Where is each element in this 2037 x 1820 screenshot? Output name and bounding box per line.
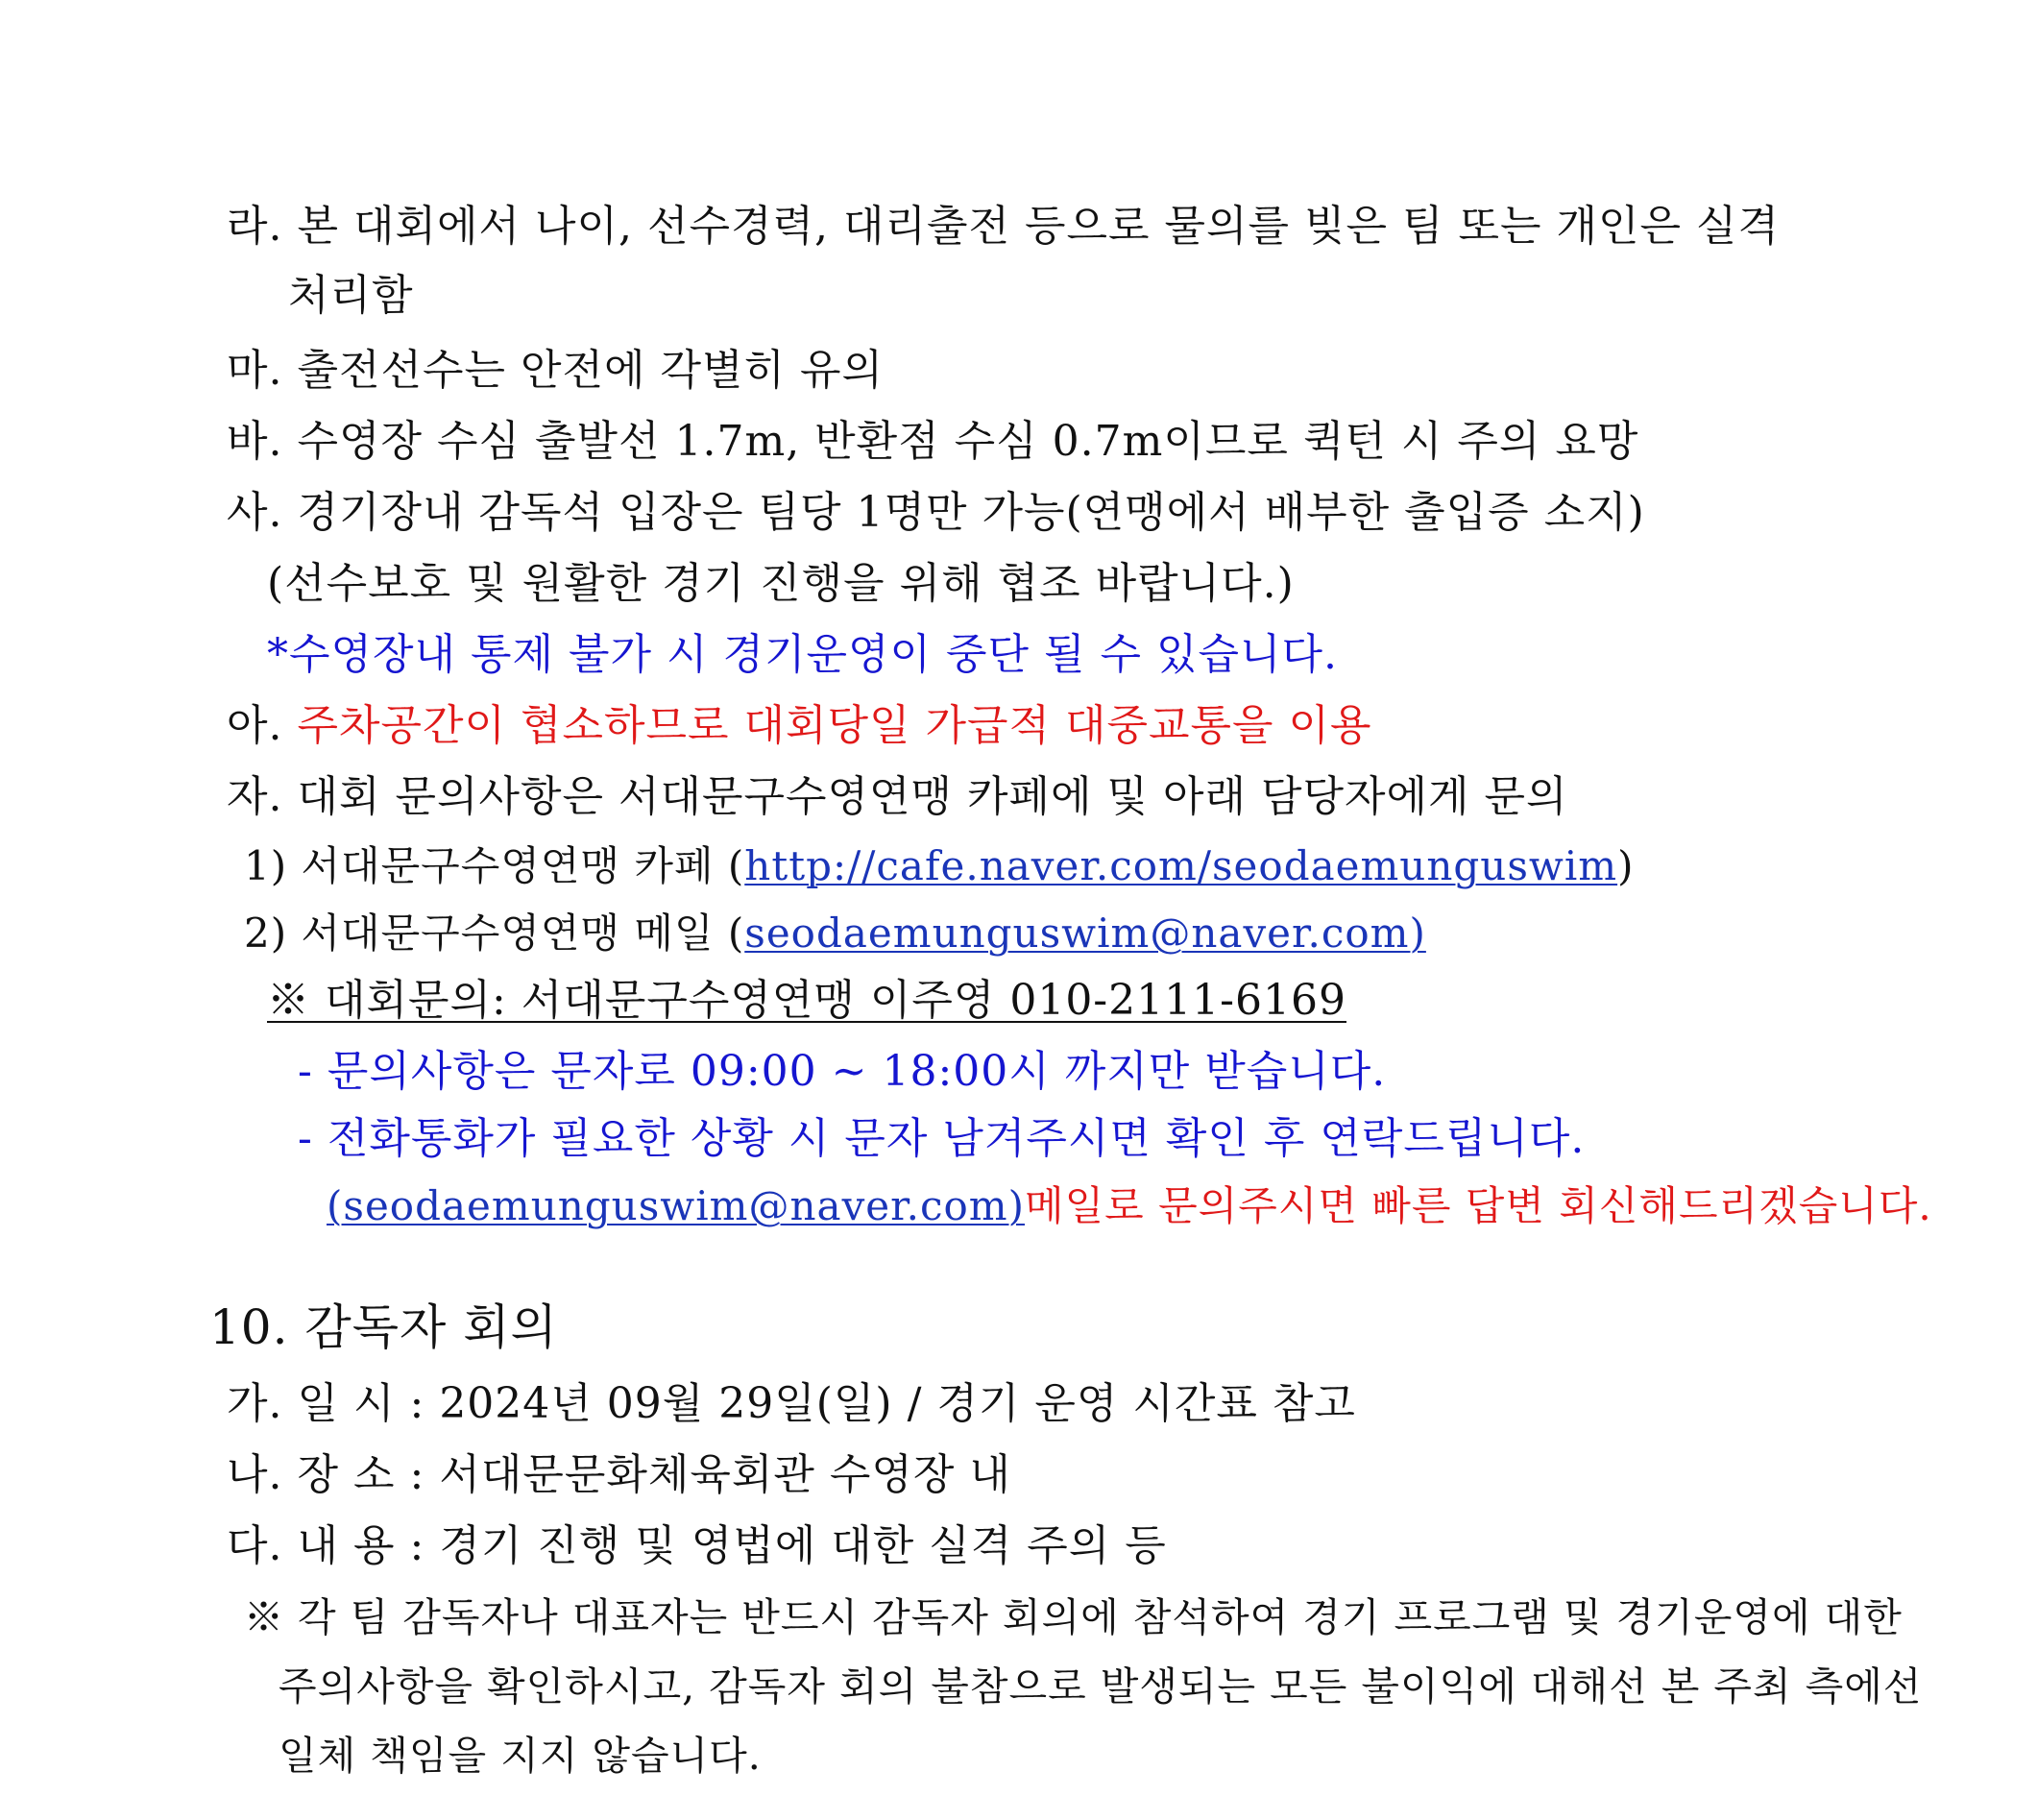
meeting-datetime: [227, 1375, 1356, 1433]
item-ra: [227, 198, 1780, 255]
meeting-location-label: 장 소 :: [297, 1450, 425, 1499]
item-ma: [227, 342, 884, 400]
item-ja: [227, 768, 1568, 826]
meeting-note-line-1: ※ 각 팀 감독자나 대표자는 반드시 감독자 회의에 참석하여 경기 프로그램 및 경기운영에 대한: [244, 1594, 1903, 1640]
meeting-note-line-3: 일체 책임을 지지 않습니다.: [279, 1733, 762, 1779]
item-ja-text: 대회 문의사항은 서대문구수영연맹 카페에 및 아래 담당자에게 문의: [297, 772, 1568, 821]
mail-link[interactable]: seodaemunguswim@naver.com): [744, 910, 1426, 957]
parking-notice: 주차공간이 협소하므로 대회당일 가급적 대중교통을 이용: [297, 701, 1372, 750]
meeting-datetime-label: 일 시 :: [297, 1379, 425, 1428]
cafe-link[interactable]: http://cafe.naver.com/seodaemunguswim: [744, 842, 1618, 889]
email-contact-line: [327, 1177, 1932, 1235]
item-ra-continuation: 처리함: [288, 271, 414, 320]
meeting-location-marker: 나.: [227, 1450, 283, 1499]
item-ma-text: 출전선수는 안전에 각별히 유의: [297, 346, 885, 395]
meeting-content-label: 내 용 :: [297, 1521, 425, 1570]
item-ba: [227, 413, 1638, 471]
item-a: [227, 697, 1372, 755]
meeting-datetime-value: 2024년 09월 29일(일) / 경기 운영 시간표 참고: [439, 1379, 1356, 1428]
cafe-suffix: ): [1617, 842, 1635, 889]
mail-label: 2) 서대문구수영연맹 메일 (: [244, 910, 745, 957]
item-ba-marker: 바.: [227, 417, 283, 466]
contact-person: ※ 대회문의: 서대문구수영연맹 이주영 010-2111-6169: [267, 976, 1346, 1025]
item-ma-marker: 마.: [227, 346, 283, 395]
meeting-location-value: 서대문문화체육회관 수영장 내: [439, 1450, 1011, 1499]
item-a-marker: 아.: [227, 701, 283, 750]
meeting-content-value: 경기 진행 및 영법에 대한 실격 주의 등: [439, 1521, 1167, 1570]
sms-hours-note: - 문의사항은 문자로 09:00 ~ 18:00시 까지만 받습니다.: [298, 1047, 1387, 1096]
call-note: - 전화통화가 필요한 상황 시 문자 남겨주시면 확인 후 연락드립니다.: [298, 1114, 1586, 1163]
meeting-datetime-marker: 가.: [227, 1379, 283, 1428]
item-ja-marker: 자.: [227, 772, 283, 821]
email-link[interactable]: (seodaemunguswim@naver.com): [327, 1182, 1025, 1229]
item-sa: [227, 484, 1645, 542]
item-sa-marker: 사.: [227, 488, 283, 537]
section-10-title: 10. 감독자 회의: [209, 1299, 558, 1355]
item-ba-text: 수영장 수심 출발선 1.7m, 반환점 수심 0.7m이므로 퀵턴 시 주의 요망: [297, 417, 1639, 466]
pool-control-warning: *수영장내 통제 불가 시 경기운영이 중단 될 수 있습니다.: [267, 630, 1338, 679]
meeting-note-line-2: 주의사항을 확인하시고, 감독자 회의 불참으로 발생되는 모든 불이익에 대해선 본 주최 측에선: [279, 1663, 1923, 1710]
contact-item-mail: [244, 905, 1426, 962]
item-sa-note: (선수보호 및 원활한 경기 진행을 위해 협조 바랍니다.): [267, 559, 1295, 608]
meeting-location: [227, 1446, 1011, 1504]
meeting-content-marker: 다.: [227, 1521, 283, 1570]
cafe-label: 1) 서대문구수영연맹 카페 (: [244, 842, 745, 889]
item-sa-text: 경기장내 감독석 입장은 팀당 1명만 가능(연맹에서 배부한 출입증 소지): [297, 488, 1645, 537]
email-reply-note: 메일로 문의주시면 빠른 답변 회신해드리겠습니다.: [1025, 1182, 1932, 1229]
contact-item-cafe: [244, 837, 1634, 895]
meeting-content: [227, 1517, 1167, 1575]
item-ra-marker: 라.: [227, 202, 283, 251]
item-ra-text: 본 대회에서 나이, 선수경력, 대리출전 등으로 물의를 빚은 팀 또는 개인은 실격: [297, 202, 1780, 251]
